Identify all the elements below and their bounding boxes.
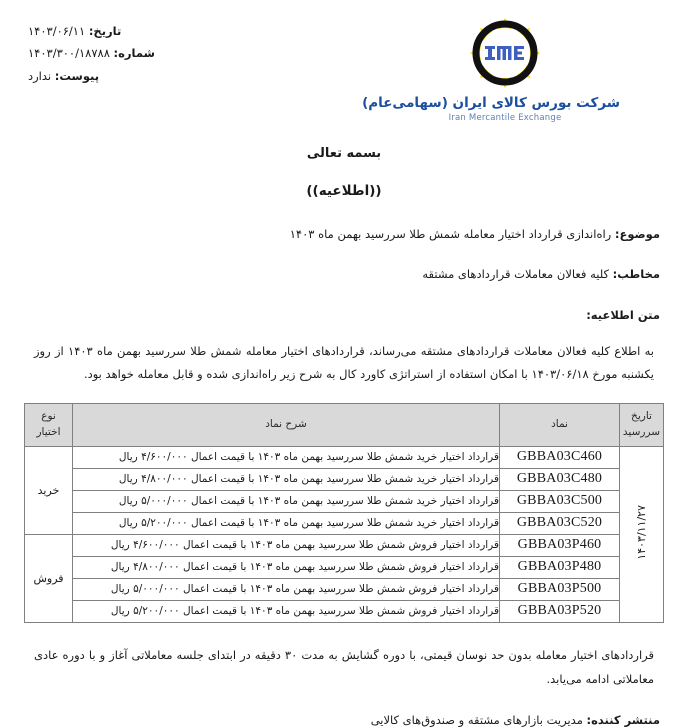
cell-symbol: GBBA03P480 [500,556,620,578]
cell-description: قرارداد اختیار خرید شمش طلا سررسید بهمن ماه ۱۴۰۳ با قیمت اعمال ۴/۶۰۰/۰۰۰ ریال [73,446,500,468]
cell-description: قرارداد اختیار فروش شمش طلا سررسید بهمن ماه ۱۴۰۳ با قیمت اعمال ۴/۸۰۰/۰۰۰ ریال [73,556,500,578]
table-row [25,600,664,622]
meta-number-line [28,42,253,64]
logo-ime-letters [485,46,524,60]
table-header-row [25,403,664,446]
logo-company-name-fa: شرکت بورس کالای ایران (سهامی‌عام) [362,95,620,111]
subject-label: موضوع: [614,227,660,241]
table-row [25,512,664,534]
header-maturity-line1: تاریخ [631,410,652,423]
addressee-line [0,265,688,285]
cell-symbol: GBBA03C480 [500,468,620,490]
cell-symbol: GBBA03C460 [500,446,620,468]
table-body [25,446,664,622]
document-header [0,0,688,132]
body-header-line [0,306,688,326]
contracts-table-wrap [0,403,688,623]
header-maturity-date [620,403,664,446]
cell-symbol: GBBA03P520 [500,600,620,622]
subject-value: راه‌اندازی قرارداد اختیار معامله شمش طلا سررسید بهمن ماه ۱۴۰۳ [289,227,615,241]
header-meta-block [28,14,253,87]
closing-paragraph: قراردادهای اختیار معامله بدون حد نوسان قیمتی، با دوره گشایش به مدت ۳۰ دقیقه در ابتدای جلسه معاملاتی آغاز و با دوره عادی معاملاتی ادامه می‌یابد. [34,647,654,686]
table-row [25,446,664,468]
ime-logo-mark [468,16,542,90]
meta-attachment-line [28,65,253,87]
table-row [25,578,664,600]
header-symbol: نماد [500,403,620,446]
cell-description: قرارداد اختیار فروش شمش طلا سررسید بهمن ماه ۱۴۰۳ با قیمت اعمال ۵/۲۰۰/۰۰۰ ریال [73,600,500,622]
header-type-line1: نوع [41,410,56,423]
ime-logo [362,14,620,123]
maturity-date-value: ۱۴۰۳/۱۱/۲۷ [635,505,648,561]
announcement-title: ((اطلاعیه)) [306,183,382,199]
body-paragraph-1: به اطلاع کلیه فعالان معاملات قراردادهای مشتقه می‌رساند، قراردادهای اختیار معامله شمش طلا سررسید بهمن ماه ۱۴۰۳ از روز یکشنبه مورخ ۱۴۰۳/۰۶/۱۸ با امکان استفاده از استراتژی کاورد کال به شرح زیر راه‌اندازی شده و قابل معامله خواهد بود. [34,343,654,382]
cell-symbol: GBBA03P460 [500,534,620,556]
addressee-label: مخاطب: [612,266,660,281]
meta-date-value: ۱۴۰۳/۰۶/۱۱ [28,24,86,38]
cell-description: قرارداد اختیار خرید شمش طلا سررسید بهمن ماه ۱۴۰۳ با قیمت اعمال ۵/۲۰۰/۰۰۰ ریال [73,512,500,534]
cell-symbol: GBBA03C520 [500,512,620,534]
table-row [25,490,664,512]
header-maturity-line2: سررسید [622,425,661,438]
cell-option-type-put: فروش [25,534,73,622]
basmeh-title: بسمه تعالی [306,146,382,161]
header-type-line2: اختیار [36,425,61,438]
meta-attachment-value: ندارد [28,68,52,83]
meta-number-label: شماره: [113,46,155,61]
body-header-label: متن اطلاعیه: [586,308,660,323]
meta-date-line [28,20,253,42]
publisher-line [0,713,688,727]
cell-description: قرارداد اختیار خرید شمش طلا سررسید بهمن ماه ۱۴۰۳ با قیمت اعمال ۵/۰۰۰/۰۰۰ ریال [73,490,500,512]
cell-symbol: GBBA03C500 [500,490,620,512]
meta-number-value: ۱۴۰۳/۳۰۰/۱۸۷۸۸ [28,46,110,61]
header-option-type [25,403,73,446]
table-row [25,556,664,578]
header-description: شرح نماد [73,403,500,446]
table-header [25,403,664,446]
cell-description: قرارداد اختیار فروش شمش طلا سررسید بهمن ماه ۱۴۰۳ با قیمت اعمال ۵/۰۰۰/۰۰۰ ریال [73,578,500,600]
cell-maturity-date [620,446,664,622]
meta-attachment-label: پیوست: [54,68,100,83]
logo-company-name-en: Iran Mercantile Exchange [448,113,562,123]
contracts-table [24,403,664,623]
addressee-value: کلیه فعالان معاملات قراردادهای مشتقه [422,266,613,281]
table-row [25,468,664,490]
publisher-value: مدیریت بازارهای مشتقه و صندوق‌های کالایی [370,713,587,728]
publisher-label: منتشر کننده: [586,713,660,728]
cell-description: قرارداد اختیار خرید شمش طلا سررسید بهمن ماه ۱۴۰۳ با قیمت اعمال ۴/۸۰۰/۰۰۰ ریال [73,468,500,490]
cell-description: قرارداد اختیار فروش شمش طلا سررسید بهمن ماه ۱۴۰۳ با قیمت اعمال ۴/۶۰۰/۰۰۰ ریال [73,534,500,556]
subject-line [0,225,688,245]
table-row [25,534,664,556]
meta-date-label: تاریخ: [88,24,122,38]
cell-option-type-call: خرید [25,446,73,534]
cell-symbol: GBBA03P500 [500,578,620,600]
